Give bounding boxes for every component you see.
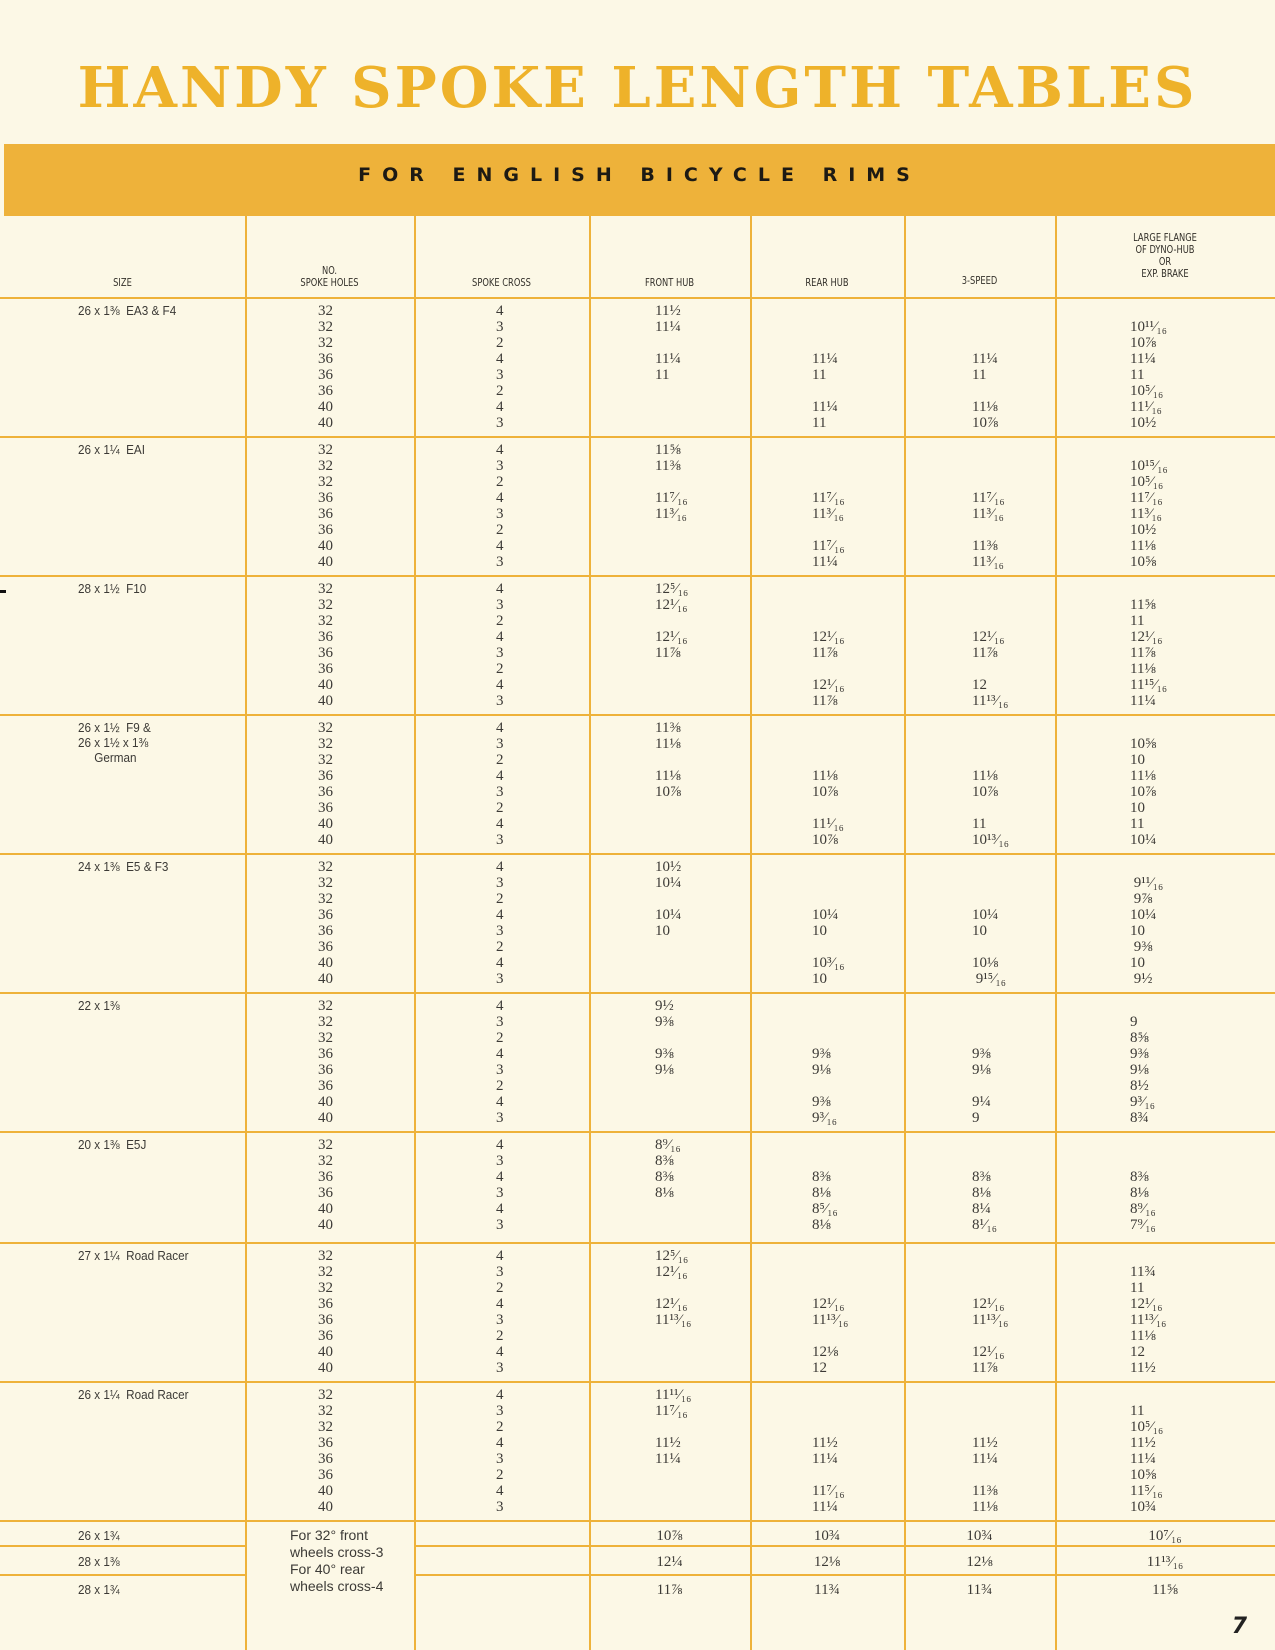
3-speed-values: 8⅜ 8⅛ 8¼ 8¹⁄₁₆ xyxy=(972,1169,997,1233)
large-flange-values: 8⅜ 8⅛ 8⁹⁄₁₆ 7⁹⁄₁₆ xyxy=(1130,1169,1156,1233)
row-divider xyxy=(0,853,1275,855)
subtitle-banner xyxy=(4,144,1275,216)
front-hub-values: 12⁵⁄₁₆ 12¹⁄₁₆ 12¹⁄₁₆ 11¹³⁄₁₆ xyxy=(655,1248,692,1328)
size-label: 26 x 1⅜ EA3 & F4 xyxy=(78,303,177,318)
front-hub-value: 10⅞ xyxy=(656,1528,683,1544)
large-flange-values: 10¹¹⁄₁₆ 10⅞ 11¼ 11 10⁵⁄₁₆ 11¹⁄₁₆ 10½ xyxy=(1130,319,1167,431)
spoke-holes-values: 32 32 36 36 40 40 xyxy=(318,1137,333,1233)
3-speed-values: 12¹⁄₁₆ 11¹³⁄₁₆ 12¹⁄₁₆ 11⅞ xyxy=(972,1296,1009,1376)
3-speed-values: 9⅜ 9⅛ 9¼ 9 xyxy=(972,1046,991,1126)
spoke-cross-values: 4 3 2 4 3 2 4 3 xyxy=(496,1387,504,1515)
header-rear-hub: REAR HUB xyxy=(805,277,849,289)
front-hub-values: 9½ 9⅜ 9⅜ 9⅛ xyxy=(655,998,674,1078)
spoke-cross-values: 4 3 2 4 3 2 4 3 xyxy=(496,859,504,987)
header-3-speed: 3-SPEED xyxy=(961,275,998,287)
3-speed-value: 10¾ xyxy=(966,1528,993,1544)
spoke-holes-values: 32 32 32 36 36 36 40 40 xyxy=(318,303,333,431)
3-speed-values: 11⅛ 10⅞ 11 10¹³⁄₁₆ xyxy=(972,768,1009,848)
size-label: 26 x 1¾ xyxy=(78,1528,120,1543)
large-flange-values: 10⅝ 10 11⅛ 10⅞ 10 11 10¼ xyxy=(1130,736,1157,848)
row-divider xyxy=(0,714,1275,716)
spoke-cross-values: 4 3 2 4 3 2 4 3 xyxy=(496,442,504,570)
row-divider xyxy=(414,1574,1275,1576)
column-divider xyxy=(589,216,591,1650)
large-flange-values: 9¹¹⁄₁₆ 9⅞ 10¼ 10 9⅜ 10 9½ xyxy=(1130,875,1164,987)
rear-hub-values: 11½ 11¼ 11⁷⁄₁₆ 11¼ xyxy=(812,1435,845,1515)
header-spoke-holes: NO. SPOKE HOLES xyxy=(300,265,359,289)
row-divider xyxy=(0,1242,1275,1244)
large-flange-values: 11 10⁵⁄₁₆ 11½ 11¼ 10⅝ 11⁵⁄₁₆ 10¾ xyxy=(1130,1403,1164,1515)
size-label: 20 x 1⅜ E5J xyxy=(78,1137,147,1152)
spoke-holes-values: 32 32 32 36 36 36 40 40 xyxy=(318,1387,333,1515)
front-hub-values: 11½ 11¼ 11¼ 11 xyxy=(655,303,681,383)
column-divider xyxy=(1055,216,1057,1650)
row-divider xyxy=(0,1574,245,1576)
3-speed-values: 10¼ 10 10⅛ 9¹⁵⁄₁₆ xyxy=(972,907,1006,987)
subtitle: FOR ENGLISH BICYCLE RIMS xyxy=(358,164,921,186)
size-label: 27 x 1¼ Road Racer xyxy=(78,1248,189,1263)
header-divider xyxy=(0,297,1275,299)
spoke-holes-values: 32 32 32 36 36 36 40 40 xyxy=(318,581,333,709)
large-flange-values: 11¾ 11 12¹⁄₁₆ 11¹³⁄₁₆ 11⅛ 12 11½ xyxy=(1130,1264,1167,1376)
row-divider xyxy=(0,992,1275,994)
spoke-cross-values: 4 3 2 4 3 2 4 3 xyxy=(496,998,504,1126)
spoke-cross-values: 4 3 2 4 3 2 4 3 xyxy=(496,303,504,431)
rear-hub-values: 10¼ 10 10³⁄₁₆ 10 xyxy=(812,907,845,987)
size-label: 28 x 1⅜ xyxy=(78,1554,120,1569)
large-flange-values: 9 8⅝ 9⅜ 9⅛ 8½ 9³⁄₁₆ 8¾ xyxy=(1130,1014,1155,1126)
front-hub-value: 12¼ xyxy=(656,1554,683,1570)
front-hub-values: 12⁵⁄₁₆ 12¹⁄₁₆ 12¹⁄₁₆ 11⅞ xyxy=(655,581,689,661)
header-large-flange: LARGE FLANGE OF DYNO-HUB OR EXP. BRAKE xyxy=(1133,232,1197,280)
3-speed-values: 11⁷⁄₁₆ 11³⁄₁₆ 11⅜ 11³⁄₁₆ xyxy=(972,490,1005,570)
column-divider xyxy=(414,216,416,1650)
size-label: 26 x 1¼ Road Racer xyxy=(78,1387,189,1402)
spoke-holes-values: 32 32 32 36 36 36 40 40 xyxy=(318,859,333,987)
large-flange-value: 11⅝ xyxy=(1152,1582,1178,1598)
3-speed-value: 11¾ xyxy=(966,1582,993,1598)
column-divider xyxy=(904,216,906,1650)
front-hub-values: 11¹¹⁄₁₆ 11⁷⁄₁₆ 11½ 11¼ xyxy=(655,1387,692,1467)
rear-hub-values: 11¼ 11 11¼ 11 xyxy=(812,351,838,431)
row-divider xyxy=(0,1520,1275,1522)
3-speed-values: 11½ 11¼ 11⅜ 11⅛ xyxy=(972,1435,998,1515)
spoke-holes-values: 32 32 32 36 36 36 40 40 xyxy=(318,442,333,570)
spoke-cross-values: 4 3 2 4 3 2 4 3 xyxy=(496,720,504,848)
rear-hub-values: 8⅜ 8⅛ 8⁵⁄₁₆ 8⅛ xyxy=(812,1169,838,1233)
row-divider xyxy=(0,1381,1275,1383)
size-label: 24 x 1⅜ E5 & F3 xyxy=(78,859,169,874)
large-flange-value: 10⁷⁄₁₆ xyxy=(1148,1528,1182,1544)
header-size: SIZE xyxy=(113,277,132,289)
size-label: 26 x 1½ F9 & 26 x 1½ x 1⅜ German xyxy=(78,720,151,765)
header-front-hub: FRONT HUB xyxy=(644,277,695,289)
column-divider xyxy=(750,216,752,1650)
edge-mark xyxy=(0,590,6,593)
3-speed-value: 12⅛ xyxy=(966,1554,993,1570)
spoke-holes-values: 32 32 32 36 36 36 40 40 xyxy=(318,998,333,1126)
large-flange-values: 11⅝ 11 12¹⁄₁₆ 11⅞ 11⅛ 11¹⁵⁄₁₆ 11¼ xyxy=(1130,597,1168,709)
spoke-cross-values: 4 3 4 3 4 3 xyxy=(496,1137,504,1233)
spoke-cross-values: 4 3 2 4 3 2 4 3 xyxy=(496,1248,504,1376)
size-label: 22 x 1⅜ xyxy=(78,998,120,1013)
front-hub-values: 11⅜ 11⅛ 11⅛ 10⅞ xyxy=(655,720,682,800)
spoke-holes-values: 32 32 32 36 36 36 40 40 xyxy=(318,1248,333,1376)
page-title: HANDY SPOKE LENGTH TABLES xyxy=(77,55,1198,121)
large-flange-values: 10¹⁵⁄₁₆ 10⁵⁄₁₆ 11⁷⁄₁₆ 11³⁄₁₆ 10½ 11⅛ 10⅝ xyxy=(1130,458,1168,570)
rear-hub-values: 12¹⁄₁₆ 11¹³⁄₁₆ 12⅛ 12 xyxy=(812,1296,849,1376)
rear-hub-value: 12⅛ xyxy=(813,1554,841,1570)
rear-hub-values: 9⅜ 9⅛ 9⅜ 9³⁄₁₆ xyxy=(812,1046,837,1126)
column-divider xyxy=(245,216,247,1650)
rear-hub-values: 11⅛ 10⅞ 11¹⁄₁₆ 10⅞ xyxy=(812,768,844,848)
rear-hub-value: 10¾ xyxy=(813,1528,841,1544)
row-divider xyxy=(0,1545,245,1547)
front-hub-value: 11⅞ xyxy=(656,1582,683,1598)
size-label: 28 x 1¾ xyxy=(78,1582,120,1597)
front-hub-values: 8⁹⁄₁₆ 8⅜ 8⅜ 8⅛ xyxy=(655,1137,681,1201)
row-divider xyxy=(0,436,1275,438)
3-speed-values: 11¼ 11 11⅛ 10⅞ xyxy=(972,351,999,431)
cross-footnote: For 32° front wheels cross-3 For 40° rear wheels cross-4 xyxy=(290,1527,384,1594)
size-label: 28 x 1½ F10 xyxy=(78,581,147,596)
spoke-holes-values: 32 32 32 36 36 36 40 40 xyxy=(318,720,333,848)
front-hub-values: 11⅝ 11⅜ 11⁷⁄₁₆ 11³⁄₁₆ xyxy=(655,442,688,522)
large-flange-value: 11¹³⁄₁₆ xyxy=(1146,1554,1184,1570)
3-speed-values: 12¹⁄₁₆ 11⅞ 12 11¹³⁄₁₆ xyxy=(972,629,1009,709)
header-spoke-cross: SPOKE CROSS xyxy=(472,277,531,289)
page-number: 7 xyxy=(1231,1614,1247,1639)
rear-hub-values: 12¹⁄₁₆ 11⅞ 12¹⁄₁₆ 11⅞ xyxy=(812,629,845,709)
row-divider xyxy=(0,575,1275,577)
front-hub-values: 10½ 10¼ 10¼ 10 xyxy=(655,859,682,939)
rear-hub-value: 11¾ xyxy=(814,1582,840,1598)
row-divider xyxy=(414,1545,1275,1547)
row-divider xyxy=(0,1131,1275,1133)
spoke-cross-values: 4 3 2 4 3 2 4 3 xyxy=(496,581,504,709)
size-label: 26 x 1¼ EAI xyxy=(78,442,145,457)
rear-hub-values: 11⁷⁄₁₆ 11³⁄₁₆ 11⁷⁄₁₆ 11¼ xyxy=(812,490,845,570)
